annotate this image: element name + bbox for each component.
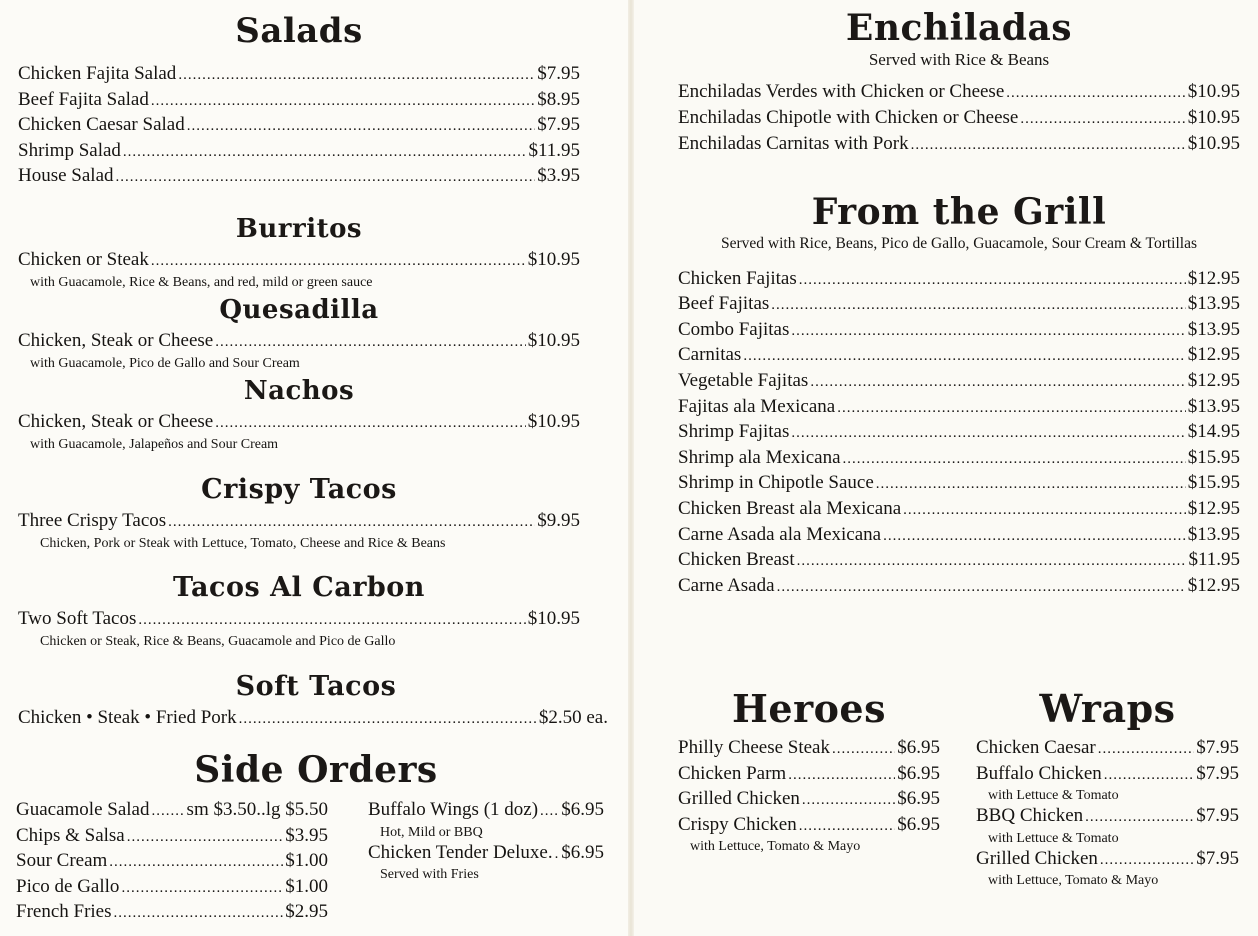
section-side-orders: [16, 749, 616, 923]
section-title: Enchiladas: [845, 7, 1073, 49]
dot-leader: [1085, 805, 1194, 830]
menu-item-name: Chicken Fajitas: [678, 267, 797, 289]
section-title: Salads: [235, 11, 363, 51]
menu-item-name: Enchiladas Chipotle with Chicken or Cheese: [678, 106, 1019, 128]
menu-item-description: with Lettuce, Tomato & Mayo: [988, 873, 1159, 889]
dot-leader: [151, 799, 184, 824]
menu-item-price: $13.95: [1187, 318, 1240, 340]
menu-item: [18, 509, 580, 535]
menu-item-price: $3.95: [285, 824, 328, 846]
menu-item-price: $2.95: [285, 901, 328, 923]
section-soft-tacos: [18, 673, 608, 732]
section-quesadilla: [18, 297, 580, 372]
menu-item-description: with Lettuce & Tomato: [988, 830, 1119, 846]
dot-leader: [837, 396, 1186, 421]
menu-item-name: Shrimp ala Mexicana: [678, 446, 841, 468]
item-list: [18, 248, 580, 291]
menu-item: [16, 849, 328, 875]
menu-item: [18, 329, 580, 355]
menu-item: [18, 410, 580, 436]
menu-item-name: Crispy Chicken: [678, 813, 797, 835]
menu-item-price: $6.95: [561, 841, 604, 863]
menu-item-price: $7.95: [1196, 805, 1239, 827]
section-heroes: [678, 686, 940, 855]
menu-item: [678, 548, 1240, 574]
menu-item-price: $13.95: [1187, 293, 1240, 315]
menu-item-name: Enchiladas Carnitas with Pork: [678, 132, 909, 154]
menu-item: [18, 164, 580, 190]
section-salads: [18, 11, 580, 190]
dot-leader: [911, 133, 1186, 158]
section-from-the-grill: [678, 191, 1240, 599]
menu-item: [678, 574, 1240, 600]
menu-item-price: $12.95: [1187, 574, 1240, 596]
dot-leader: [187, 114, 536, 139]
menu-item: [16, 824, 328, 850]
menu-item-name: Beef Fajitas: [678, 293, 770, 315]
menu-item-price: $7.95: [537, 63, 580, 84]
section-title: Crispy Tacos: [201, 474, 397, 505]
menu-item-price: $10.95: [527, 330, 580, 351]
menu-item-name: Chicken, Steak or Cheese: [18, 330, 214, 351]
menu-item-name: Chicken Breast ala Mexicana: [678, 497, 902, 519]
menu-item-price: $12.95: [1187, 267, 1240, 289]
menu-item: [18, 139, 580, 165]
menu-item-name: Chips & Salsa: [16, 824, 125, 846]
page-fold: [628, 0, 634, 936]
dot-leader: [832, 737, 895, 762]
menu-item-name: Three Crispy Tacos: [18, 510, 167, 531]
menu-item-name: Beef Fajita Salad: [18, 88, 149, 110]
item-list: [18, 329, 580, 372]
menu-item-price: $2.50 ea.: [538, 707, 608, 728]
menu-item-name: Chicken Fajita Salad: [18, 63, 177, 84]
menu-item-price: $12.95: [1187, 369, 1240, 391]
dot-leader: [799, 814, 896, 839]
menu-item-name: Guacamole Salad: [16, 799, 150, 820]
menu-item-price: $10.95: [1187, 81, 1240, 103]
dot-leader: [788, 763, 895, 788]
dot-leader: [121, 876, 283, 901]
menu-item-name: Enchiladas Verdes with Chicken or Cheese: [678, 81, 1005, 103]
dot-leader: [1098, 737, 1194, 762]
menu-item-description: Served with Fries: [380, 867, 479, 883]
menu-item-name: BBQ Chicken: [976, 805, 1084, 827]
section-nachos: [18, 378, 580, 453]
menu-item: [678, 318, 1240, 344]
menu-item-name: Carne Asada ala Mexicana: [678, 523, 882, 545]
dot-leader: [114, 901, 284, 926]
dot-leader: [802, 788, 895, 813]
menu-item: [678, 80, 1240, 106]
menu-item-price: $6.95: [897, 737, 940, 758]
menu-item-name: Fajitas ala Mexicana: [678, 395, 836, 417]
section-title: Nachos: [243, 376, 355, 406]
menu-item: [976, 847, 1239, 873]
side-orders-right-list: [368, 798, 604, 883]
menu-item: [678, 420, 1240, 446]
dot-leader: [127, 825, 284, 850]
menu-item-description: Chicken or Steak, Rice & Beans, Guacamole and Pico de Gallo: [40, 633, 396, 649]
menu-item-price: $12.95: [1187, 497, 1240, 519]
side-orders-left-list: [16, 798, 328, 926]
menu-item: [678, 471, 1240, 497]
menu-item-price: $7.95: [1196, 737, 1239, 758]
menu-item-name: Carne Asada: [678, 574, 775, 596]
menu-item-name: Carnitas: [678, 344, 742, 366]
section-title: Burritos: [235, 214, 363, 244]
menu-item: [678, 369, 1240, 395]
menu-item: [16, 798, 328, 824]
menu-item-price: $11.95: [1188, 549, 1240, 571]
section-title: Soft Tacos: [235, 671, 397, 702]
menu-item: [678, 292, 1240, 318]
menu-item-name: Vegetable Fajitas: [678, 369, 809, 391]
menu-item: [18, 88, 580, 114]
menu-item-price: $6.95: [897, 813, 940, 835]
menu-item-name: Chicken • Steak • Fried Pork: [18, 707, 237, 728]
menu-item-description: with Guacamole, Rice & Beans, and red, mild or green sauce: [30, 274, 373, 290]
menu-item: [16, 875, 328, 901]
dot-leader: [876, 472, 1186, 497]
item-list: [18, 62, 580, 190]
menu-item-name: Chicken Caesar Salad: [18, 114, 185, 136]
menu-item: [678, 497, 1240, 523]
item-list: [18, 607, 580, 650]
dot-leader: [540, 799, 559, 824]
menu-item-description: with Guacamole, Pico de Gallo and Sour Cream: [30, 355, 300, 371]
section-tacos-al-carbon: [18, 574, 580, 650]
menu-item-price: $3.95: [537, 165, 580, 187]
dot-leader: [151, 89, 535, 114]
dot-leader: [555, 842, 560, 867]
menu-item-price: $10.95: [527, 249, 580, 270]
menu-item-price: $10.95: [527, 608, 580, 629]
menu-item-price: $1.00: [285, 875, 328, 897]
section-enchiladas: [678, 7, 1240, 157]
menu-item-name: Chicken Tender Deluxe.: [368, 841, 553, 863]
dot-leader: [883, 524, 1186, 549]
section-title: Wraps: [1039, 686, 1176, 731]
menu-item-price: $15.95: [1187, 446, 1240, 468]
dot-leader: [1100, 848, 1194, 873]
dot-leader: [215, 330, 526, 355]
item-list: [976, 736, 1239, 889]
item-list: [678, 80, 1240, 157]
menu-item-price: $14.95: [1187, 421, 1240, 443]
menu-item: [368, 798, 604, 824]
section-title: Side Orders: [194, 749, 438, 791]
menu-item-price: $12.95: [1187, 344, 1240, 366]
menu-item-name: Shrimp Fajitas: [678, 421, 790, 443]
menu-item: [18, 607, 580, 633]
dot-leader: [178, 63, 535, 88]
dot-leader: [215, 411, 526, 436]
section-subtitle: Served with Rice & Beans: [868, 50, 1050, 69]
dot-leader: [810, 370, 1185, 395]
menu-item-price: $1.00: [285, 850, 328, 872]
menu-item-name: Chicken Parm: [678, 762, 787, 784]
dot-leader: [239, 707, 537, 732]
menu-item: [678, 813, 940, 839]
item-list: [18, 509, 580, 552]
dot-leader: [1006, 81, 1185, 106]
item-list: [18, 706, 608, 732]
menu-item-name: Chicken Caesar: [976, 737, 1096, 758]
dot-leader: [138, 608, 525, 633]
menu-item: [678, 736, 940, 762]
dot-leader: [799, 268, 1186, 293]
section-burritos: [18, 216, 580, 291]
dot-leader: [903, 498, 1186, 523]
section-wraps: [976, 686, 1239, 889]
item-list: [678, 267, 1240, 600]
menu-item: [18, 62, 580, 88]
menu-item-price: $11.95: [528, 139, 580, 161]
menu-item-price: $13.95: [1187, 395, 1240, 417]
menu-item-description: with Guacamole, Jalapeños and Sour Cream: [30, 436, 279, 452]
menu-item: [976, 804, 1239, 830]
menu-item-name: Grilled Chicken: [678, 788, 800, 810]
menu-item: [678, 132, 1240, 158]
menu-item-price: $7.95: [537, 114, 580, 136]
menu-item-price: $10.95: [1187, 132, 1240, 154]
section-crispy-tacos: [18, 476, 580, 552]
menu-item: [368, 841, 604, 867]
menu-item: [678, 106, 1240, 132]
menu-item-name: Grilled Chicken: [976, 847, 1098, 869]
menu-item-name: Sour Cream: [16, 850, 108, 872]
menu-item-name: Buffalo Chicken: [976, 762, 1102, 784]
item-list: [18, 410, 580, 453]
dot-leader: [168, 510, 535, 535]
menu-item: [678, 446, 1240, 472]
menu-item-price: $10.95: [1187, 106, 1240, 128]
menu-item-price: $15.95: [1187, 472, 1240, 494]
menu-item-price: sm $3.50..lg $5.50: [186, 799, 328, 820]
menu-item-description: Chicken, Pork or Steak with Lettuce, Tomato, Cheese and Rice & Beans: [40, 535, 446, 551]
menu-item-name: Buffalo Wings (1 doz): [368, 799, 539, 820]
menu-item-price: $10.95: [527, 411, 580, 432]
section-title: Heroes: [731, 686, 887, 731]
dot-leader: [116, 165, 536, 190]
menu-item-price: $7.95: [1196, 762, 1239, 784]
menu-item: [18, 113, 580, 139]
dot-leader: [1104, 763, 1194, 788]
menu-item-name: Shrimp in Chipotle Sauce: [678, 472, 874, 494]
menu-item-price: $7.95: [1196, 847, 1239, 869]
menu-item-name: Two Soft Tacos: [18, 608, 137, 629]
dot-leader: [791, 421, 1185, 446]
dot-leader: [771, 293, 1185, 318]
dot-leader: [123, 140, 527, 165]
dot-leader: [1020, 107, 1185, 132]
menu-item: [976, 762, 1239, 788]
menu-item: [678, 267, 1240, 293]
menu-item-price: $6.95: [897, 788, 940, 810]
menu-item: [678, 523, 1240, 549]
menu-item-price: $6.95: [561, 799, 604, 820]
menu-item-price: $9.95: [537, 510, 580, 531]
menu-item-price: $13.95: [1187, 523, 1240, 545]
menu-item-name: Combo Fajitas: [678, 318, 790, 340]
dot-leader: [791, 319, 1185, 344]
menu-item-name: Pico de Gallo: [16, 875, 120, 897]
section-title: From the Grill: [811, 191, 1107, 233]
dot-leader: [777, 575, 1186, 600]
menu-item: [678, 343, 1240, 369]
menu-item-price: $8.95: [537, 88, 580, 110]
dot-leader: [843, 447, 1186, 472]
menu-item-name: Chicken, Steak or Cheese: [18, 411, 214, 432]
section-subtitle: Served with Rice, Beans, Pico de Gallo, Guacamole, Sour Cream & Tortillas: [720, 235, 1197, 252]
menu-item-name: Shrimp Salad: [18, 139, 121, 161]
menu-item: [678, 787, 940, 813]
dot-leader: [743, 344, 1185, 369]
menu-item-description: with Lettuce, Tomato & Mayo: [690, 839, 861, 855]
menu-item-name: Philly Cheese Steak: [678, 737, 830, 758]
menu-item: [976, 736, 1239, 762]
section-title: Quesadilla: [219, 295, 379, 325]
menu-item: [18, 248, 580, 274]
menu-item: [678, 395, 1240, 421]
menu-item-description: Hot, Mild or BBQ: [380, 824, 483, 840]
dot-leader: [797, 549, 1187, 574]
menu-item-name: House Salad: [18, 165, 114, 187]
item-list: [678, 736, 940, 855]
dot-leader: [151, 249, 526, 274]
dot-leader: [109, 850, 283, 875]
menu-item-description: with Lettuce & Tomato: [988, 788, 1119, 804]
menu-item: [18, 706, 608, 732]
section-title: Tacos Al Carbon: [173, 572, 425, 603]
menu-item: [16, 900, 328, 926]
menu-item-name: Chicken or Steak: [18, 249, 149, 270]
menu-item-price: $6.95: [897, 762, 940, 784]
menu-item: [678, 762, 940, 788]
menu-item-name: Chicken Breast: [678, 549, 795, 571]
menu-item-name: French Fries: [16, 901, 112, 923]
